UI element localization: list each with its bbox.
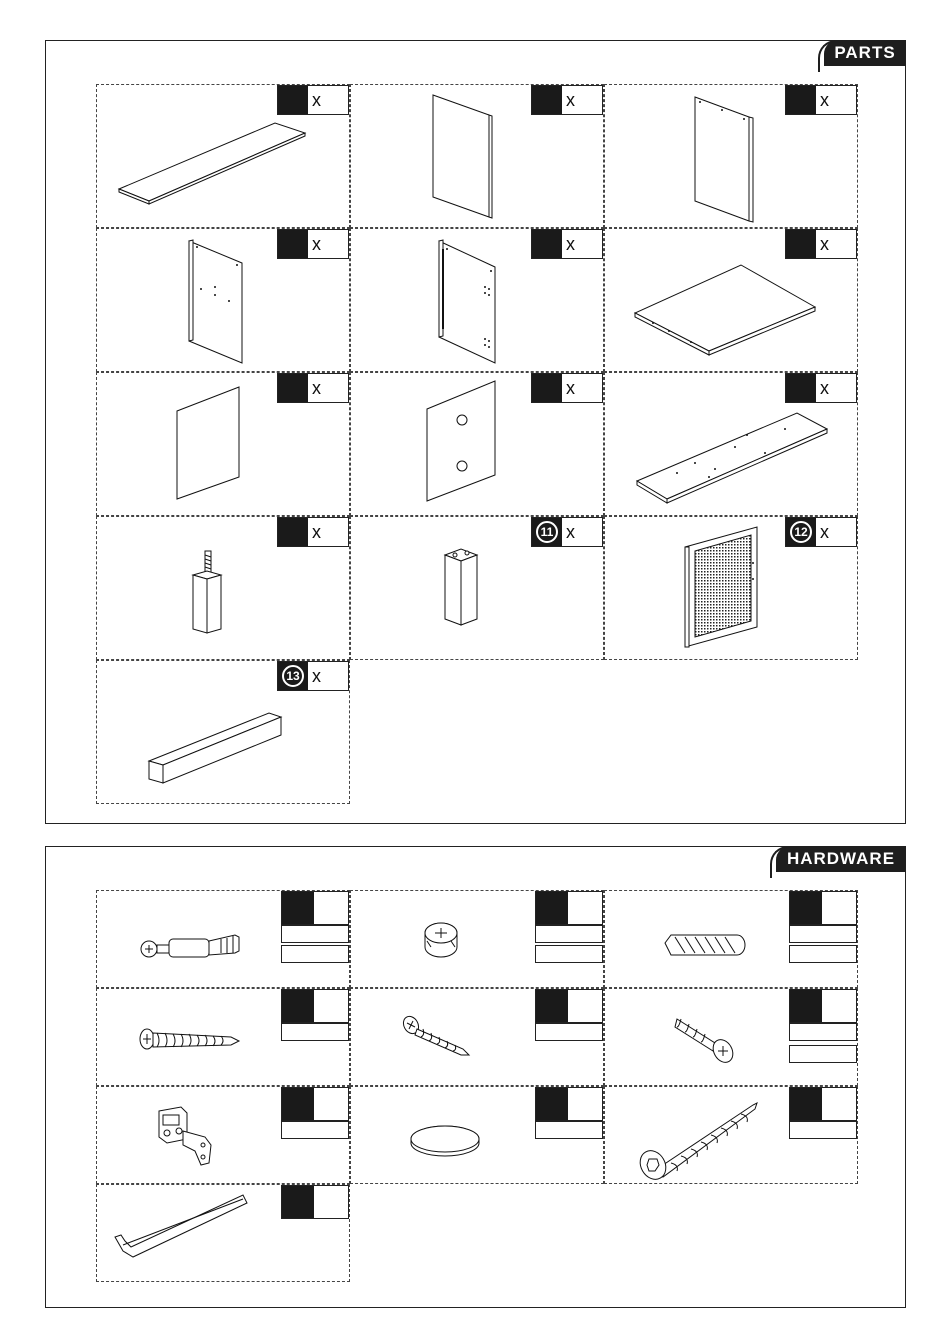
hw-cell-6 — [604, 988, 858, 1086]
hw-cell-5 — [350, 988, 604, 1086]
part-qty-12: 12 x — [785, 517, 857, 547]
parts-tab — [824, 40, 906, 66]
part-qty-6: x — [785, 229, 857, 259]
bumper-pad-illustration — [351, 1087, 605, 1185]
side-panel-drilled-illustration — [605, 85, 859, 229]
cam-lock-illustration — [351, 891, 605, 989]
wooden-rail-illustration — [97, 661, 351, 805]
part-badge-11: 11 — [532, 518, 562, 546]
side-panel-hinge-holes-illustration — [351, 229, 605, 373]
hw-cell-4 — [96, 988, 350, 1086]
part-cell-2 — [350, 84, 604, 228]
cam-bolt-illustration — [97, 891, 351, 989]
part-cell-5 — [350, 228, 604, 372]
part-qty-13: 13 x — [277, 661, 349, 691]
leg-illustration — [351, 517, 605, 661]
part-cell-1 — [96, 84, 350, 228]
back-panel-holes-illustration — [351, 373, 605, 517]
medium-screw-illustration — [351, 989, 605, 1087]
hw-cell-10 — [96, 1184, 350, 1282]
wood-screw-illustration — [605, 1087, 859, 1185]
part-cell-10 — [96, 516, 350, 660]
hardware-title: HARDWARE — [786, 849, 896, 868]
hw-cell-9 — [604, 1086, 858, 1184]
hw-cell-8 — [350, 1086, 604, 1184]
long-shelf-panel-illustration — [97, 85, 351, 229]
hw-cell-7 — [96, 1086, 350, 1184]
part-cell-3 — [604, 84, 858, 228]
part-qty-9: x — [785, 373, 857, 403]
part-cell-9 — [604, 372, 858, 516]
top-panel-illustration — [605, 229, 859, 373]
part-cell-11 — [350, 516, 604, 660]
hw-cell-1 — [96, 890, 350, 988]
part-cell-7 — [96, 372, 350, 516]
part-cell-8 — [350, 372, 604, 516]
part-qty-2: x — [531, 85, 603, 115]
hw-cell-3 — [604, 890, 858, 988]
cabinet-hinge-illustration — [97, 1087, 351, 1185]
wooden-dowel-illustration — [605, 891, 859, 989]
back-panel-illustration — [97, 373, 351, 517]
short-screw-illustration — [605, 989, 859, 1087]
part-badge-13: 13 — [278, 662, 308, 690]
allen-key-illustration — [97, 1185, 351, 1283]
part-cell-13 — [96, 660, 350, 804]
part-qty-7: x — [277, 373, 349, 403]
part-qty-10: x — [277, 517, 349, 547]
hw-cell-2 — [350, 890, 604, 988]
part-qty-label-1: x — [312, 90, 321, 110]
side-panel-illustration — [351, 85, 605, 229]
long-screw-illustration — [97, 989, 351, 1087]
mesh-door-illustration — [605, 517, 859, 661]
part-badge-12: 12 — [786, 518, 816, 546]
leg-with-bolt-illustration — [97, 517, 351, 661]
part-qty-11: 11 x — [531, 517, 603, 547]
part-qty-8: x — [531, 373, 603, 403]
hardware-tab — [776, 846, 906, 872]
part-cell-4 — [96, 228, 350, 372]
bottom-shelf-panel-illustration — [605, 373, 859, 517]
part-cell-6 — [604, 228, 858, 372]
part-qty-5: x — [531, 229, 603, 259]
divider-panel-illustration — [97, 229, 351, 373]
part-cell-12 — [604, 516, 858, 660]
parts-title: PARTS — [834, 43, 896, 62]
part-qty-4: x — [277, 229, 349, 259]
part-qty-3: x — [785, 85, 857, 115]
